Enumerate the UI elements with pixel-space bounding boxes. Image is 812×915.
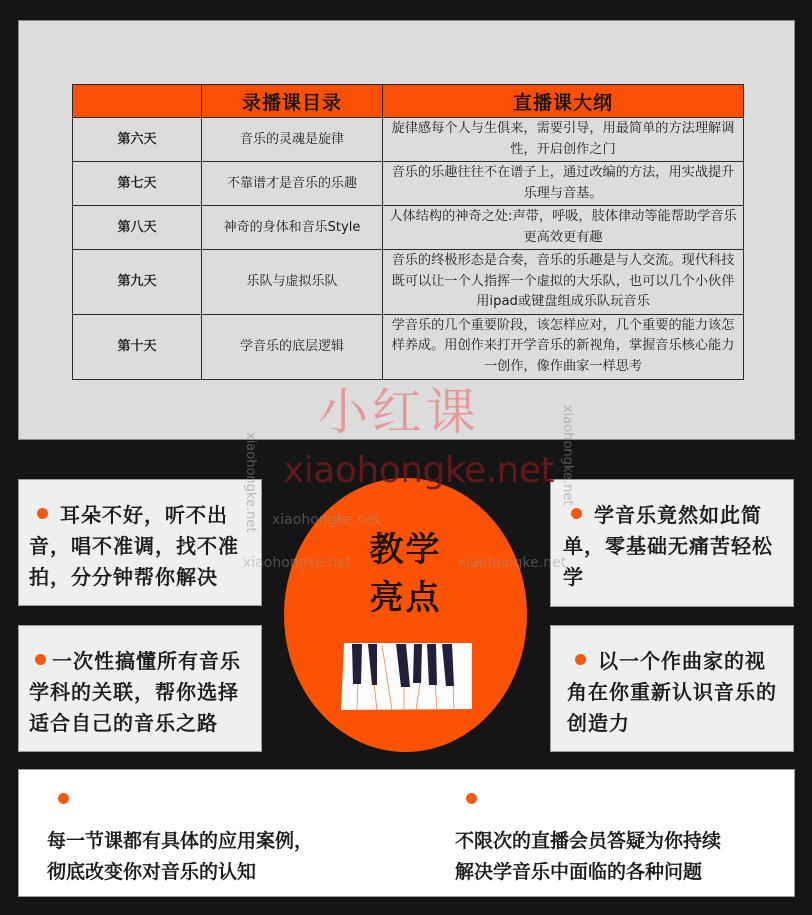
bullet-dot-icon xyxy=(35,654,46,665)
watermark-vertical: xiaohongke.net xyxy=(560,405,575,506)
watermark-small: xiaohongke.net xyxy=(458,555,567,571)
highlight-text: 以一个作曲家的视角在你重新认识音乐的创造力 xyxy=(567,649,777,735)
live-cell: 旋律感每个人与生俱来，需要引导，用最简单的方法理解调性，开启创作之门 xyxy=(383,118,744,162)
watermark-small: xiaohongke.net xyxy=(243,555,352,571)
table-row xyxy=(73,162,744,206)
recorded-cell: 乐队与虚拟乐队 xyxy=(202,250,383,315)
table-row xyxy=(73,314,744,379)
table-header-row xyxy=(73,85,744,118)
highlight-text: 一次性搞懂所有音乐学科的关联，帮你选择适合自己的音乐之路 xyxy=(29,649,241,735)
syllabus-panel xyxy=(18,20,795,440)
highlight-text: 耳朵不好，听不出音，唱不准调，找不准拍，分分钟帮你解决 xyxy=(29,503,239,589)
bullet-dot-icon xyxy=(466,793,477,804)
header-day xyxy=(73,85,202,118)
day-cell: 第七天 xyxy=(73,162,202,206)
badge-title: 教学 亮点 xyxy=(369,530,442,618)
bottom-highlights-panel xyxy=(18,769,795,897)
recorded-cell: 神奇的身体和音乐Style xyxy=(202,206,383,250)
day-cell: 第六天 xyxy=(73,118,202,162)
bullet-dot-icon xyxy=(37,508,48,519)
watermark-brand: 小红课 xyxy=(318,383,480,441)
bullet-dot-icon xyxy=(58,793,69,804)
day-cell: 第九天 xyxy=(73,250,202,315)
highlight-card-1 xyxy=(18,479,262,606)
highlight-text: 学音乐竟然如此简单，零基础无痛苦轻松学 xyxy=(563,503,773,589)
syllabus-table xyxy=(72,84,744,380)
piano-keys-icon xyxy=(341,643,472,710)
highlight-card-4 xyxy=(550,625,794,752)
table-row xyxy=(73,206,744,250)
live-cell: 音乐的终极形态是合奏，音乐的乐趣是与人交流。现代科技既可以让一个人指挥一个虚拟的大乐队，也可以几个小伙伴用ipad或键盘组成乐队玩音乐 xyxy=(383,250,744,315)
day-cell: 第十天 xyxy=(73,314,202,379)
live-cell: 人体结构的神奇之处:声带，呼吸，肢体律动等能帮助学音乐更高效更有趣 xyxy=(383,206,744,250)
header-recorded-course: 录播课目录 xyxy=(202,85,383,118)
recorded-cell: 音乐的灵魂是旋律 xyxy=(202,118,383,162)
highlight-card-2 xyxy=(550,479,794,607)
highlight-card-3 xyxy=(18,625,262,752)
day-cell: 第八天 xyxy=(73,206,202,250)
bullet-dot-icon xyxy=(571,508,582,519)
bottom-highlight-2: 不限次的直播会员答疑为你持续 解决学音乐中面临的各种问题 xyxy=(455,788,721,888)
bullet-dot-icon xyxy=(575,654,586,665)
watermark-url: xiaohongke.net xyxy=(283,450,555,491)
live-cell: 学音乐的几个重要阶段，该怎样应对，几个重要的能力该怎样养成。用创作来打开学音乐的新视角，掌握音乐核心能力一创作，像作曲家一样思考 xyxy=(383,314,744,379)
recorded-cell: 学音乐的底层逻辑 xyxy=(202,314,383,379)
watermark-small: xiaohongke.net xyxy=(272,512,381,528)
recorded-cell: 不靠谱才是音乐的乐趣 xyxy=(202,162,383,206)
table-row xyxy=(73,118,744,162)
header-live-outline: 直播课大纲 xyxy=(383,85,744,118)
bottom-highlight-1: 每一节课都有具体的应用案例， 彻底改变你对音乐的认知 xyxy=(47,788,313,888)
live-cell: 音乐的乐趣往往不在谱子上，通过改编的方法，用实战提升乐理与音基。 xyxy=(383,162,744,206)
watermark-vertical: xiaohongke.net xyxy=(243,432,258,533)
table-row xyxy=(73,250,744,315)
